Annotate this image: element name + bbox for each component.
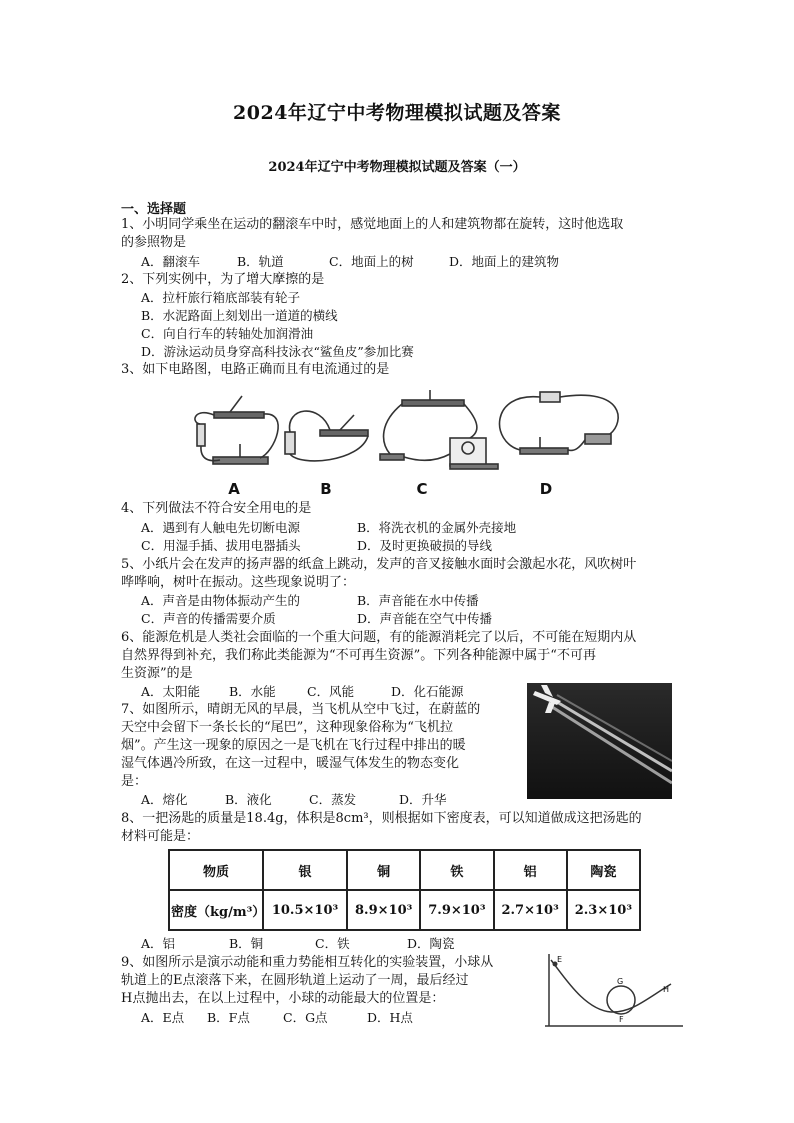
table-cell: 7.9×10³ bbox=[420, 890, 493, 930]
option-d: D．声音能在空气中传播 bbox=[357, 611, 493, 626]
options-q1 bbox=[141, 253, 559, 271]
page-title: 2024年辽宁中考物理模拟试题及答案 bbox=[233, 102, 561, 124]
table-cell: 密度（kg/m³） bbox=[169, 890, 263, 930]
option-d: D．H点 bbox=[367, 1010, 413, 1025]
question-line: 材料可能是： bbox=[121, 829, 200, 844]
option-a: A．拉杆旅行箱底部装有轮子 bbox=[141, 290, 301, 305]
track-path bbox=[551, 960, 671, 1012]
circuit-d-base bbox=[520, 448, 568, 454]
loop-track-figure bbox=[545, 948, 685, 1030]
question-1 bbox=[121, 216, 623, 252]
question-line: 1、小明同学乘坐在运动的翻滚车中时，感觉地面上的人和建筑物都在旋转，这时他选取 bbox=[121, 217, 624, 232]
question-2 bbox=[121, 271, 324, 289]
option-c: C．铁 bbox=[315, 936, 350, 951]
section-heading: 一、选择题 bbox=[121, 202, 187, 217]
circuit-d-battery bbox=[540, 392, 560, 402]
table-cell: 10.5×10³ bbox=[263, 890, 347, 930]
question-line: 8、一把汤匙的质量是18.4g，体积是8cm³，则根据如下密度表，可以知道做成这把汤匙的 bbox=[121, 811, 642, 826]
point-label-h: H bbox=[663, 985, 670, 994]
option-b: B．声音能在水中传播 bbox=[357, 593, 479, 608]
table-cell: 铜 bbox=[347, 850, 420, 890]
table-cell: 2.7×10³ bbox=[494, 890, 567, 930]
question-line: 轨道上的E点滚落下来，在圆形轨道上运动了一周，最后经过 bbox=[121, 973, 469, 988]
loop-circle bbox=[607, 986, 635, 1014]
table-cell: 物质 bbox=[169, 850, 263, 890]
circuit-figures bbox=[180, 382, 630, 500]
question-line: 生资源”的是 bbox=[121, 666, 193, 681]
option-a: A．E点 bbox=[141, 1010, 185, 1025]
option-b: B．铜 bbox=[229, 936, 264, 951]
option-b: B．将洗衣机的金属外壳接地 bbox=[357, 520, 517, 535]
option-a: A．声音是由物体振动产生的 bbox=[141, 593, 301, 608]
figure-label-b: B bbox=[320, 480, 332, 498]
question-line: 自然界得到补充，我们称此类能源为“不可再生资源”。下列各种能源中属于“不可再 bbox=[121, 648, 596, 663]
question-line: 天空中会留下一条长长的“尾巴”，这种现象俗称为“飞机拉 bbox=[121, 720, 453, 735]
circuit-a-battery bbox=[197, 424, 205, 446]
question-6 bbox=[121, 629, 636, 683]
option-b: B．水泥路面上刻划出一道道的横线 bbox=[141, 308, 338, 323]
question-line: 湿气体遇冷所致，在这一过程中，暖湿气体发生的物态变化 bbox=[121, 756, 460, 771]
table-cell: 铝 bbox=[494, 850, 567, 890]
circuit-d-switch bbox=[585, 434, 611, 444]
airplane-contrail-photo bbox=[527, 683, 672, 799]
option-a: A．翻滚车 bbox=[141, 254, 201, 269]
circuit-b-switch bbox=[320, 430, 368, 436]
table-row bbox=[169, 890, 640, 930]
options-q9 bbox=[141, 1009, 413, 1027]
page-subtitle: 2024年辽宁中考物理模拟试题及答案（一） bbox=[268, 160, 526, 175]
circuit-a-switch-base bbox=[214, 412, 264, 418]
question-line: 9、如图所示是演示动能和重力势能相互转化的实验装置，小球从 bbox=[121, 955, 494, 970]
figure-label-c: C bbox=[416, 480, 428, 498]
question-line: 5、小纸片会在发声的扬声器的纸盒上跳动，发声的音叉接触水面时会激起水花，风吹树叶 bbox=[121, 557, 637, 572]
table-cell: 铁 bbox=[420, 850, 493, 890]
question-4 bbox=[121, 500, 311, 518]
option-a: A．铝 bbox=[141, 936, 176, 951]
circuit-a-base bbox=[213, 457, 268, 464]
option-a: A．熔化 bbox=[141, 792, 188, 807]
options-q5 bbox=[141, 592, 492, 628]
option-a: A．遇到有人触电先切断电源 bbox=[141, 520, 301, 535]
options-q4 bbox=[141, 519, 516, 555]
question-line: H点抛出去，在以上过程中，小球的动能最大的位置是： bbox=[121, 991, 445, 1006]
question-line: 6、能源危机是人类社会面临的一个重大问题，有的能源消耗完了以后，不可能在短期内从 bbox=[121, 630, 637, 645]
option-d: D．游泳运动员身穿高科技泳衣“鲨鱼皮”参加比赛 bbox=[141, 344, 414, 359]
option-c: C．蒸发 bbox=[309, 792, 357, 807]
option-b: B．水能 bbox=[229, 684, 276, 699]
option-d: D．升华 bbox=[399, 792, 447, 807]
options-q8 bbox=[141, 935, 455, 953]
density-table bbox=[168, 849, 641, 931]
question-line: 7、如图所示，晴朗无风的早晨，当飞机从空中飞过，在蔚蓝的 bbox=[121, 702, 481, 717]
figure-label-a: A bbox=[228, 480, 240, 498]
option-a: A．太阳能 bbox=[141, 684, 201, 699]
circuit-c-switch bbox=[380, 454, 404, 460]
option-c: C．向自行车的转轴处加润滑油 bbox=[141, 326, 314, 341]
question-line: 3、如下电路图，电路正确而且有电流通过的是 bbox=[121, 362, 390, 377]
question-5 bbox=[121, 556, 636, 592]
option-c: C．用湿手插、拔用电器插头 bbox=[141, 538, 301, 553]
question-line: 是： bbox=[121, 774, 148, 789]
point-label-e: E bbox=[557, 955, 563, 964]
question-9 bbox=[121, 954, 493, 1008]
option-b: B．液化 bbox=[225, 792, 272, 807]
option-c: C．G点 bbox=[283, 1010, 328, 1025]
option-d: D．地面上的建筑物 bbox=[449, 254, 560, 269]
option-d: D．陶瓷 bbox=[407, 936, 455, 951]
option-b: B．轨道 bbox=[237, 254, 284, 269]
point-label-f: F bbox=[619, 1015, 624, 1024]
option-c: C．风能 bbox=[307, 684, 355, 699]
point-label-g: G bbox=[617, 977, 624, 986]
question-8 bbox=[121, 810, 642, 846]
circuit-b-battery bbox=[285, 432, 295, 454]
question-line: 烟”。产生这一现象的原因之一是飞机在飞行过程中排出的暖 bbox=[121, 738, 466, 753]
options-q7 bbox=[141, 791, 447, 809]
question-3 bbox=[121, 361, 389, 379]
table-cell: 陶瓷 bbox=[567, 850, 640, 890]
option-c: C．声音的传播需要介质 bbox=[141, 611, 276, 626]
circuit-c-top bbox=[402, 400, 464, 406]
table-cell: 银 bbox=[263, 850, 347, 890]
question-line: 的参照物是 bbox=[121, 235, 187, 250]
option-d: D．及时更换破损的导线 bbox=[357, 538, 493, 553]
question-line: 4、下列做法不符合安全用电的是 bbox=[121, 501, 312, 516]
question-line: 2、下列实例中，为了增大摩擦的是 bbox=[121, 272, 325, 287]
option-d: D．化石能源 bbox=[391, 684, 464, 699]
figure-label-d: D bbox=[539, 480, 553, 498]
option-b: B．F点 bbox=[207, 1010, 250, 1025]
question-7 bbox=[121, 701, 480, 791]
table-cell: 8.9×10³ bbox=[347, 890, 420, 930]
table-header-row bbox=[169, 850, 640, 890]
option-c: C．地面上的树 bbox=[329, 254, 414, 269]
options-q2 bbox=[141, 289, 414, 361]
question-line: 哗哗响，树叶在振动。这些现象说明了： bbox=[121, 575, 356, 590]
options-q6 bbox=[141, 683, 464, 701]
table-cell: 2.3×10³ bbox=[567, 890, 640, 930]
